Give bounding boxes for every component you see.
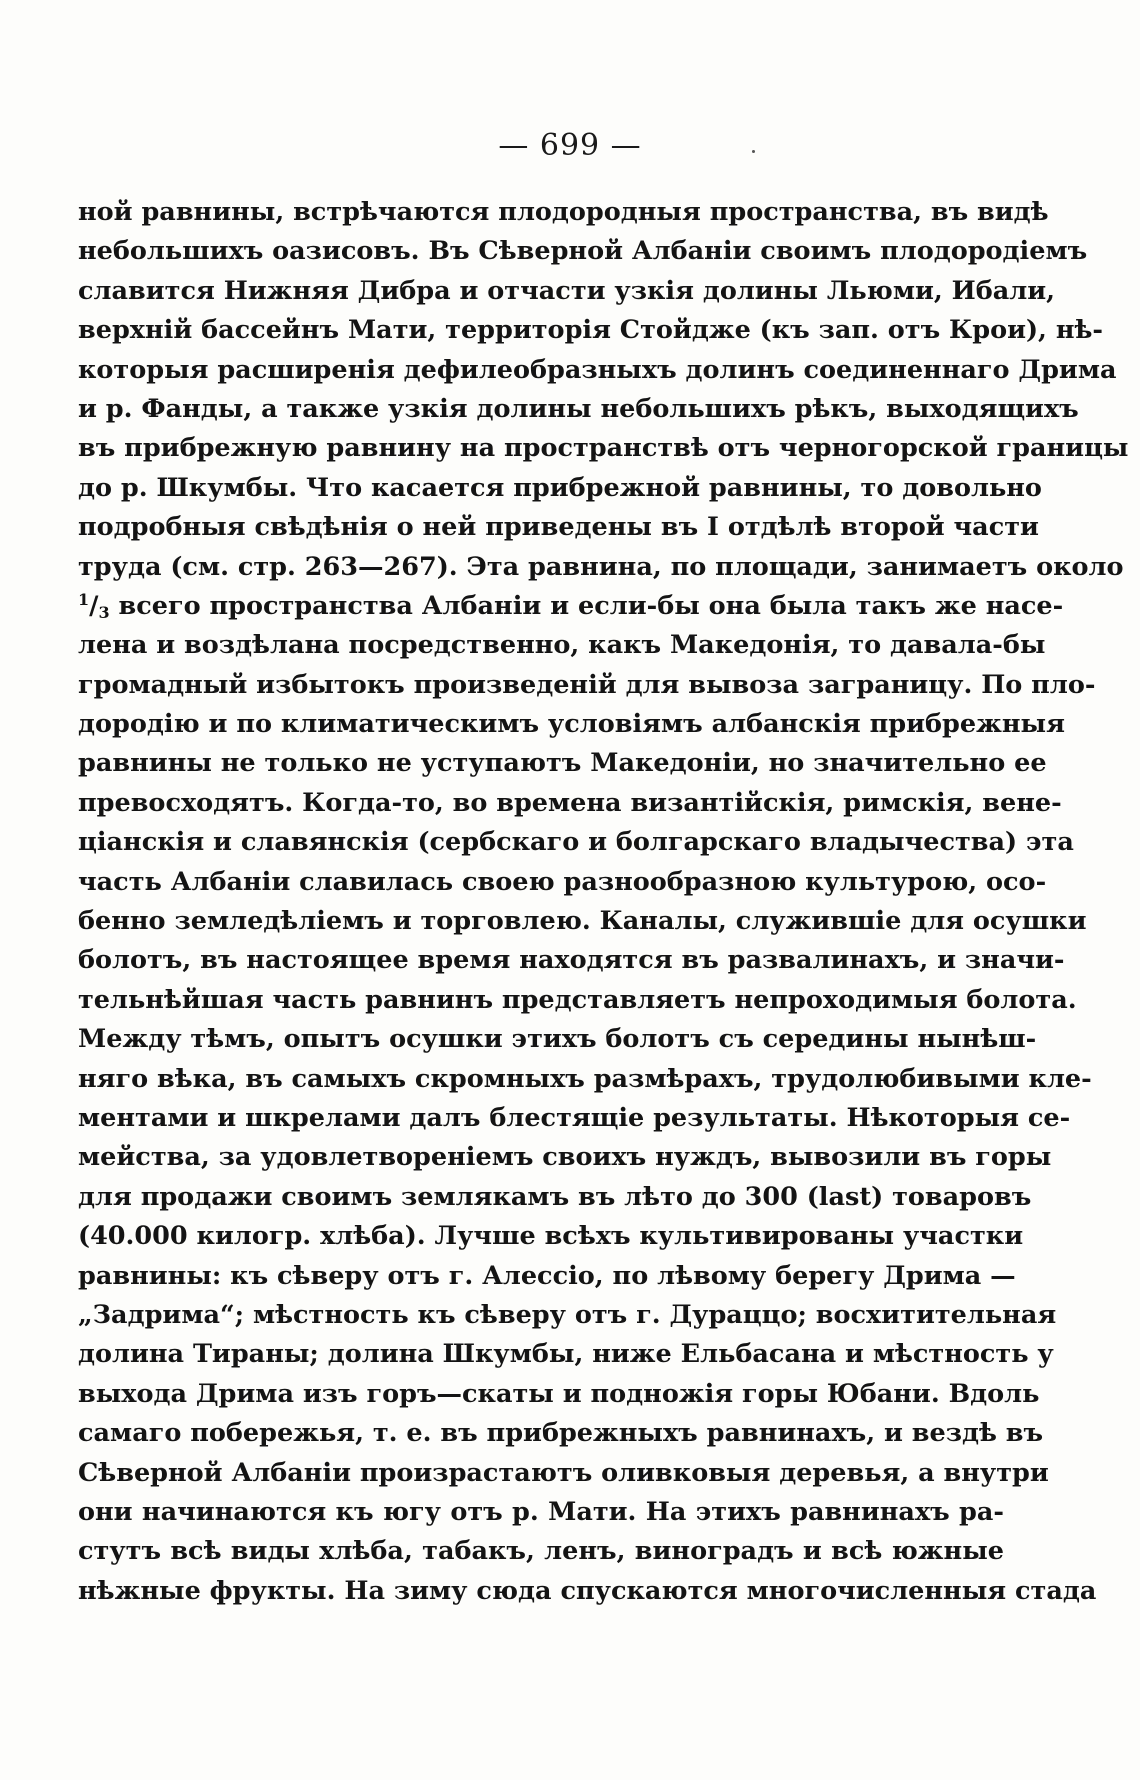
text-line: верхній бассейнъ Мати, территорія Стойдже (къ зап. отъ Крои), нѣ-: [78, 315, 1103, 346]
text-line: равнины не только не уступаютъ Македоніи, но значительно ее: [78, 748, 1047, 779]
text-line: они начинаются къ югу отъ р. Мати. На этихъ равнинахъ ра-: [78, 1496, 1004, 1527]
fraction-denominator: 3: [98, 602, 110, 622]
text-line: самаго побережья, т. е. въ прибрежныхъ равнинахъ, и вездѣ въ: [78, 1418, 1044, 1449]
text-line: въ прибрежную равнину на пространствѣ отъ черногорской границы: [78, 433, 1129, 464]
text-line: выхода Дрима изъ горъ—скаты и подножія горы Юбани. Вдоль: [78, 1378, 1040, 1409]
text-line: часть Албаніи славилась своею разнообразною культурою, осо-: [78, 866, 1047, 897]
text-line: бенно земледѣліемъ и торговлею. Каналы, служившіе для осушки: [78, 906, 1087, 937]
text-line: для продажи своимъ землякамъ въ лѣто до 300 (last) товаровъ: [78, 1181, 1032, 1212]
text-line: ментами и шкрелами далъ блестящіе результаты. Нѣкоторыя се-: [78, 1102, 1071, 1133]
text-line: ной равнины, встрѣчаются плодородныя пространства, въ видѣ: [78, 197, 1049, 227]
text-line-with-fraction: $^1/_3$ всего пространства Албаніи и если-бы она была такъ же насе-: [78, 589, 1064, 622]
text-line: болотъ, въ настоящее время находятся въ развалинахъ, и значи-: [78, 945, 1065, 976]
text-line: лена и воздѣлана посредственно, какъ Македонія, то давала-бы: [78, 630, 1046, 661]
text-line: Между тѣмъ, опытъ осушки этихъ болотъ съ середины нынѣш-: [78, 1024, 1037, 1055]
text-line: долина Тираны; долина Шкумбы, ниже Ельбасана и мѣстность у: [78, 1339, 1054, 1370]
page-number: — 699 —: [498, 128, 642, 163]
text-line: дородію и по климатическимъ условіямъ албанскія прибрежныя: [78, 709, 1065, 740]
text-line: до р. Шкумбы. Что касается прибрежной равнины, то довольно: [78, 472, 1042, 503]
text-line: небольшихъ оазисовъ. Въ Сѣверной Албаніи своимъ плодородіемъ: [78, 236, 1088, 267]
text-line: которыя расширенія дефилеобразныхъ долинъ соединеннаго Дрима: [78, 354, 1117, 385]
text-line: „Задрима“; мѣстность къ сѣверу отъ г. Дураццо; восхитительная: [78, 1299, 1057, 1330]
text-line: мейства, за удовлетвореніемъ своихъ нуждъ, вывозили въ горы: [78, 1142, 1052, 1173]
text-line: ціанскія и славянскія (сербскаго и болгарскаго владычества) эта: [78, 827, 1074, 858]
body-text: [78, 193, 1129, 1611]
text-line: и р. Фанды, а также узкія долины небольшихъ рѣкъ, выходящихъ: [78, 393, 1079, 424]
fraction-numerator: 1: [78, 589, 90, 609]
text-line: Сѣверной Албаніи произрастаютъ оливковыя деревья, а внутри: [78, 1457, 1049, 1488]
text-line: подробныя свѣдѣнія о ней приведены въ I отдѣлѣ второй части: [78, 512, 1039, 543]
text-line: (40.000 килогр. хлѣба). Лучше всѣхъ культивированы участки: [78, 1221, 1024, 1252]
text-line: труда (см. стр. 263—267). Эта равнина, по площади, занимаетъ около: [78, 551, 1124, 582]
text-line: няго вѣка, въ самыхъ скромныхъ размѣрахъ, трудолюбивыми кле-: [78, 1063, 1092, 1094]
text-line-content: всего пространства Албаніи и если-бы она была такъ же насе-: [118, 590, 1064, 621]
text-line: нѣжные фрукты. На зиму сюда спускаются многочисленныя стада: [78, 1575, 1097, 1606]
text-line: стутъ всѣ виды хлѣба, табакъ, ленъ, виноградъ и всѣ южные: [78, 1536, 1004, 1567]
text-line: равнины: къ сѣверу отъ г. Алессіо, по лѣвому берегу Дрима —: [78, 1260, 1016, 1291]
text-line: превосходятъ. Когда-то, во времена византійскія, римскія, вене-: [78, 787, 1062, 818]
text-line: громадный избытокъ произведеній для вывоза заграницу. По пло-: [78, 669, 1096, 700]
text-line: славится Нижняя Дибра и отчасти узкія долины Льюми, Ибали,: [78, 275, 1056, 306]
text-line: тельнѣйшая часть равнинъ представляетъ непроходимыя болота.: [78, 984, 1077, 1015]
